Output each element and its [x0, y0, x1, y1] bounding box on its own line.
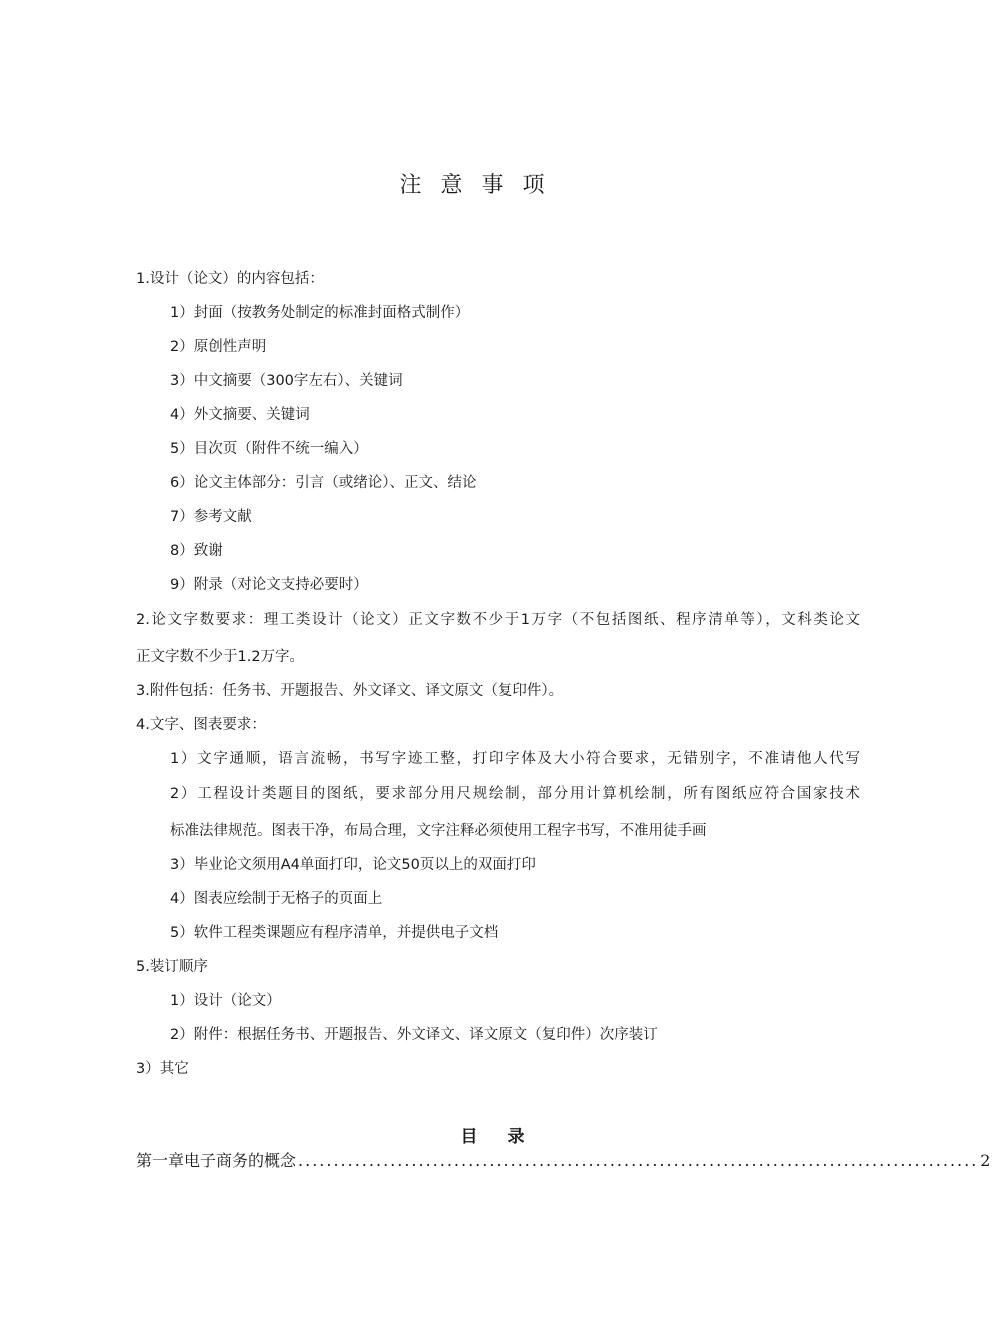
toc-chapter-number: 第一章	[136, 1151, 185, 1170]
section-2-paragraph-cont: 正文字数不少于1.2万字。	[136, 649, 305, 665]
list-item: 2）原创性声明	[170, 339, 267, 355]
toc-chapter-title: 电子商务的概念	[184, 1151, 297, 1170]
list-item: 9）附录（对论文支持必要时）	[170, 577, 368, 593]
list-item: 2）附件：根据任务书、开题报告、外文译文、译文原文（复印件）次序装订	[170, 1027, 658, 1043]
toc-entry[interactable]	[136, 1150, 991, 1172]
list-item: 4）图表应绘制于无格子的页面上	[170, 891, 383, 907]
list-item: 3）其它	[136, 1061, 189, 1077]
list-item-cont: 标准法律规范。图表干净，布局合理，文字注释必须使用工程字书写，不准用徒手画	[170, 823, 707, 839]
section-4-heading: 4.文字、图表要求：	[136, 717, 266, 733]
list-item: 2）工程设计类题目的图纸，要求部分用尺规绘制，部分用计算机绘制，所有图纸应符合国家技术	[170, 786, 860, 802]
list-item: 7）参考文献	[170, 509, 252, 525]
page-title: 注 意 事 项	[399, 173, 551, 198]
toc-leader-dots: ................................................................................................	[298, 1151, 979, 1170]
list-item: 5）软件工程类课题应有程序清单，并提供电子文档	[170, 925, 499, 941]
list-item: 3）毕业论文须用A4单面打印，论文50页以上的双面打印	[170, 857, 536, 873]
list-item: 8）致谢	[170, 543, 223, 559]
list-item: 1）设计（论文）	[170, 993, 281, 1009]
list-item: 1）文字通顺，语言流畅，书写字迹工整，打印字体及大小符合要求，无错别字，不准请他人代写	[170, 751, 860, 767]
toc-page-number: 2	[980, 1151, 991, 1170]
list-item: 1）封面（按教务处制定的标准封面格式制作）	[170, 305, 470, 321]
list-item: 5）目次页（附件不统一编入）	[170, 441, 368, 457]
section-1-heading: 1.设计（论文）的内容包括：	[136, 271, 324, 287]
toc-title: 目 录	[460, 1127, 537, 1147]
list-item: 6）论文主体部分：引言（或绪论）、正文、结论	[170, 475, 477, 491]
section-2-paragraph: 2.论文字数要求：理工类设计（论文）正文字数不少于1万字（不包括图纸、程序清单等），文科类论文	[136, 612, 860, 628]
list-item: 4）外文摘要、关键词	[170, 407, 310, 423]
section-3-paragraph: 3.附件包括：任务书、开题报告、外文译文、译文原文（复印件）。	[136, 683, 564, 699]
list-item: 3）中文摘要（300字左右）、关键词	[170, 373, 403, 389]
section-5-heading: 5.装订顺序	[136, 959, 208, 975]
